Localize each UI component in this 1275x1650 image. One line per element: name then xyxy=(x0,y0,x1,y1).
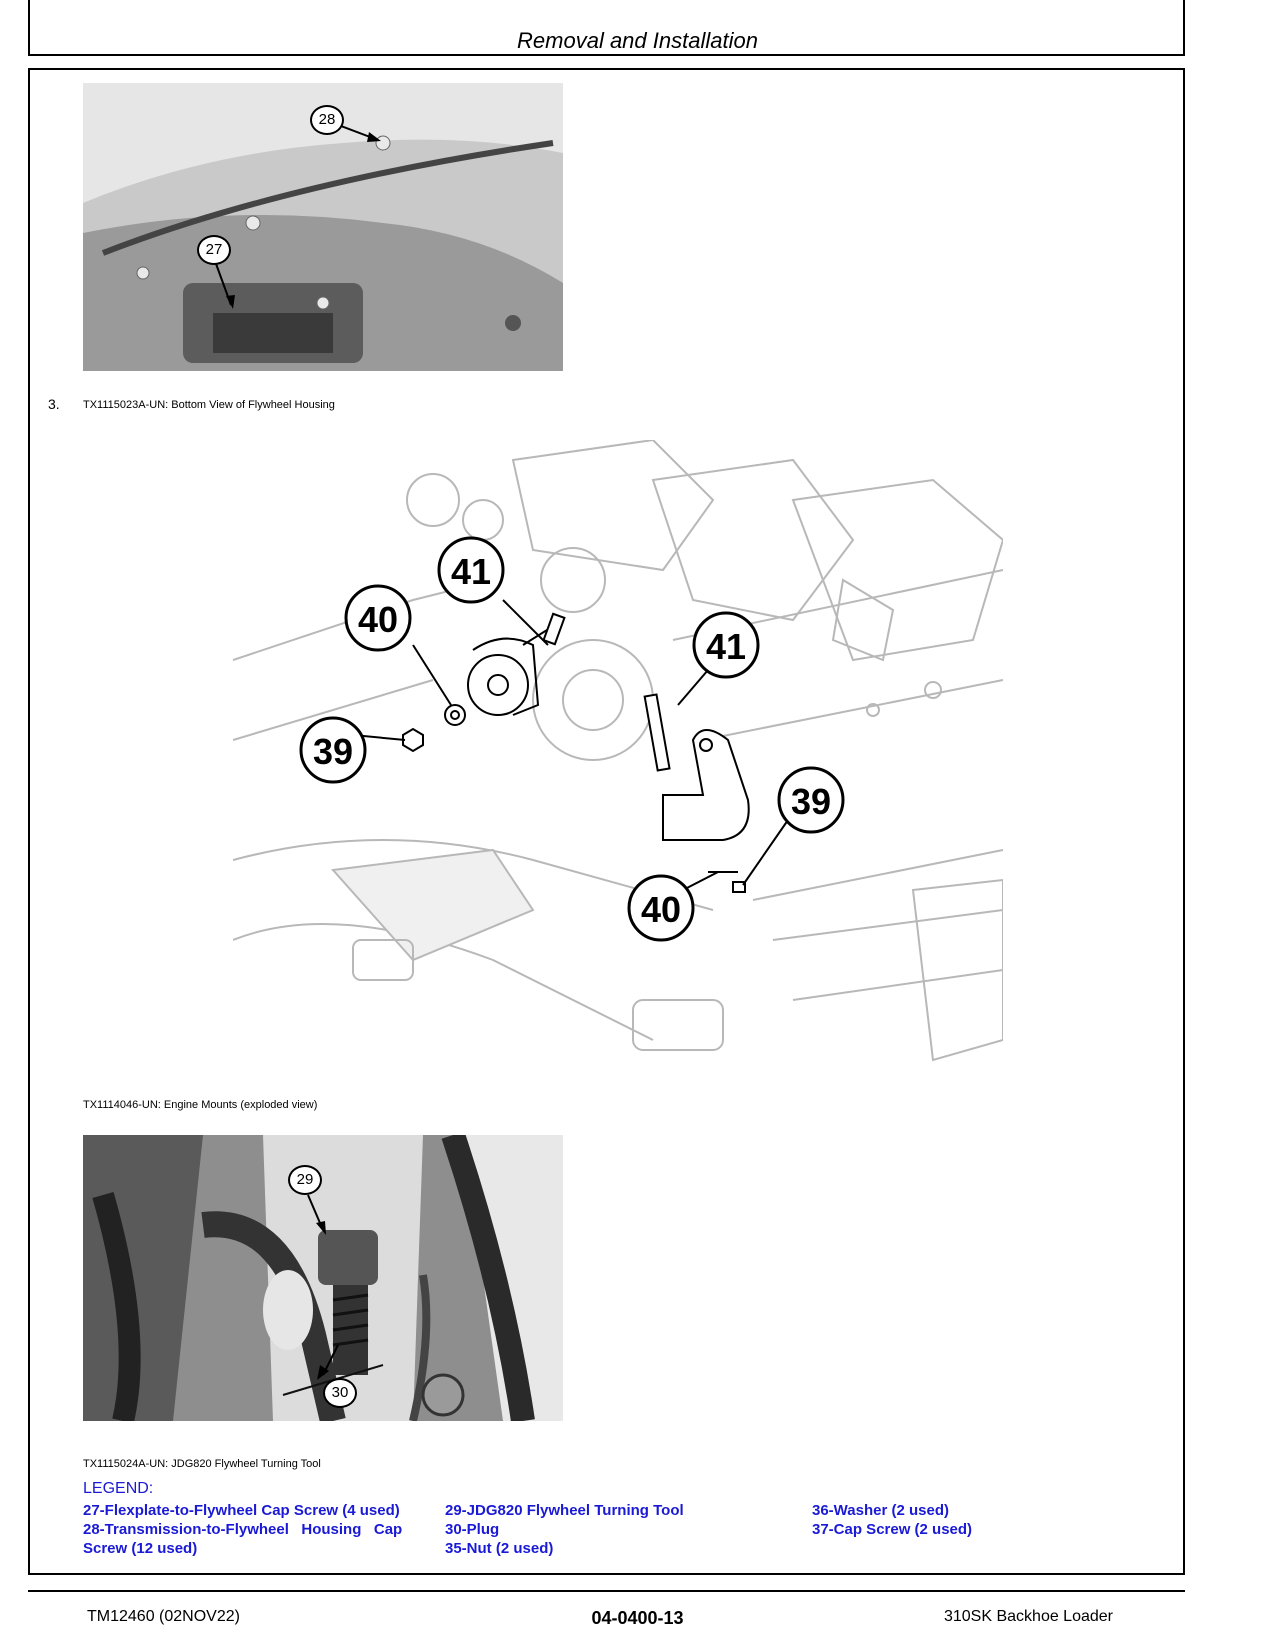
callout-29: 29 xyxy=(288,1165,322,1195)
engine-mounts-drawing xyxy=(233,440,1003,1070)
footer-page-number: 04-0400-13 xyxy=(591,1608,684,1628)
callout-30: 30 xyxy=(323,1378,357,1408)
legend-item: Screw (12 used) xyxy=(83,1540,198,1557)
flywheel-turning-tool-photo xyxy=(83,1135,563,1421)
legend-item: 37-Cap Screw (2 used) xyxy=(812,1521,973,1538)
footer-machine-name: 310SK Backhoe Loader xyxy=(943,1608,1113,1625)
legend-item: 28-Transmission-to-Flywheel Housing Cap xyxy=(83,1521,403,1538)
flywheel-housing-photo xyxy=(83,83,563,371)
callout-40-right: 40 xyxy=(640,889,682,930)
callout-41-right: 41 xyxy=(705,626,747,667)
legend-item: 36-Washer (2 used) xyxy=(812,1502,949,1519)
callout-40-left: 40 xyxy=(357,599,399,640)
page-title: Removal and Installation xyxy=(517,28,758,53)
figure-caption-3: TX1115024A-UN: JDG820 Flywheel Turning Tool xyxy=(83,1458,321,1470)
footer-divider xyxy=(28,1590,1185,1592)
legend-item: 27-Flexplate-to-Flywheel Cap Screw (4 used) xyxy=(83,1502,400,1519)
callout-41-left: 41 xyxy=(450,551,492,592)
step-number: 3. xyxy=(48,396,60,412)
legend-title: LEGEND: xyxy=(83,1480,154,1497)
legend-item: 35-Nut (2 used) xyxy=(445,1540,554,1557)
legend-item: 30-Plug xyxy=(445,1521,500,1538)
figure-caption-2: TX1114046-UN: Engine Mounts (exploded view) xyxy=(83,1099,318,1111)
legend-column-3 xyxy=(812,1501,1112,1539)
legend-column-2 xyxy=(445,1501,775,1558)
callout-27: 27 xyxy=(197,235,231,265)
callout-39-right: 39 xyxy=(790,781,832,822)
footer-document-id: TM12460 (02NOV22) xyxy=(87,1608,240,1625)
callout-28: 28 xyxy=(310,105,344,135)
callout-39-left: 39 xyxy=(312,731,354,772)
legend-item: 29-JDG820 Flywheel Turning Tool xyxy=(445,1502,684,1519)
figure-caption-1: TX1115023A-UN: Bottom View of Flywheel Housing xyxy=(83,399,335,411)
legend-column-1 xyxy=(83,1501,433,1558)
